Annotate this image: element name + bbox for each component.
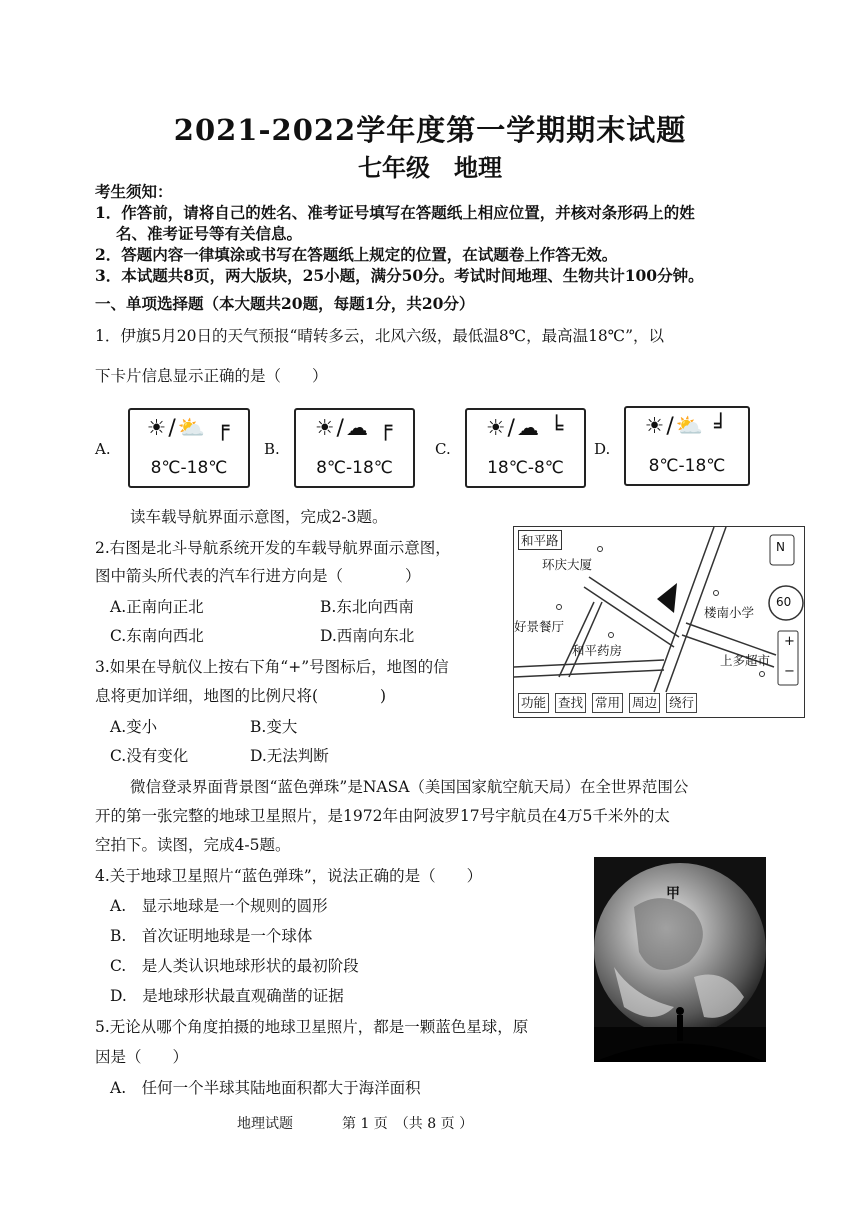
zoom-out-button[interactable]: − — [784, 664, 795, 679]
q3-option-c[interactable]: C.没有变化 — [110, 747, 189, 765]
q2-option-d[interactable]: D.西南向东北 — [320, 627, 415, 645]
q1-option-a-label: A. — [95, 440, 111, 458]
place-label: 和平药房 — [572, 643, 623, 658]
q4-option-a[interactable]: A. 显示地球是一个规则的圆形 — [110, 897, 328, 915]
q4-option-b[interactable]: B. 首次证明地球是一个球体 — [110, 927, 313, 945]
north-icon: N — [776, 540, 785, 554]
nav-button-search[interactable]: 查找 — [555, 693, 586, 713]
q2-stem-line2: 图中箭头所代表的汽车行进方向是（ ） — [95, 567, 421, 585]
footer-page-number: 第 1 页 （共 8 页 ） — [342, 1116, 474, 1132]
q1-card-c[interactable] — [465, 408, 586, 488]
temperature-range: 8℃-18℃ — [316, 458, 393, 478]
nav-button-common[interactable]: 常用 — [592, 693, 623, 713]
speed-limit-icon: 60 — [776, 595, 792, 609]
q1-option-b-label: B. — [264, 440, 280, 458]
q1-option-d-label: D. — [594, 440, 611, 458]
zoom-in-button[interactable]: + — [784, 634, 795, 649]
q4-option-c[interactable]: C. 是人类认识地球形状的最初阶段 — [110, 957, 359, 975]
earth-globe-icon — [594, 857, 766, 1062]
earth-photo — [594, 857, 766, 1062]
place-label: 好景餐厅 — [514, 619, 565, 634]
nav-button-function[interactable]: 功能 — [518, 693, 549, 713]
weather-icons: ☀/☁ ╘ — [485, 416, 566, 441]
weather-icons: ☀/⛅ ╒ — [146, 416, 232, 441]
navigation-map-figure — [513, 526, 805, 718]
weather-icons: ☀/⛅ ╛ — [644, 414, 730, 439]
q4-stem: 4.关于地球卫星照片“蓝色弹珠”，说法正确的是（ ） — [95, 867, 483, 885]
q5-stem-line1: 5.无论从哪个角度拍摄的地球卫星照片，都是一颗蓝色星球，原 — [95, 1018, 529, 1036]
notice-item-3: 3．本试题共8页，两大版块，25小题，满分50分。考试时间地理、生物共计100分钟。 — [95, 266, 704, 285]
q1-card-d[interactable] — [624, 406, 750, 486]
q3-stem-line1: 3.如果在导航仪上按右下角“+”号图标后，地图的信 — [95, 658, 449, 676]
q5-stem-line2: 因是（ ） — [95, 1048, 189, 1066]
nav-button-detour[interactable]: 绕行 — [666, 693, 697, 713]
q1-card-a[interactable] — [128, 408, 250, 488]
q2-option-a[interactable]: A.正南向正北 — [110, 598, 204, 616]
temperature-range: 8℃-18℃ — [648, 456, 726, 476]
q1-stem-line2: 下卡片信息显示正确的是（ ） — [95, 367, 328, 385]
q2-option-c[interactable]: C.东南向西北 — [110, 627, 204, 645]
q1-card-b[interactable] — [294, 408, 415, 488]
q5-option-a[interactable]: A. 任何一个半球其陆地面积都大于海洋面积 — [110, 1079, 421, 1097]
weather-icons: ☀/☁ ╒ — [314, 416, 395, 441]
q3-stem-line2: 息将更加详细，地图的比例尺将( ) — [95, 687, 387, 705]
intro-q2-3: 读车载导航界面示意图，完成2-3题。 — [130, 508, 388, 526]
q4-option-d[interactable]: D. 是地球形状最直观确凿的证据 — [110, 987, 344, 1005]
q2-stem-line1: 2.右图是北斗导航系统开发的车载导航界面示意图， — [95, 539, 451, 557]
q3-option-a[interactable]: A.变小 — [110, 718, 158, 736]
q2-option-b[interactable]: B.东北向西南 — [320, 598, 414, 616]
q3-option-d[interactable]: D.无法判断 — [250, 747, 329, 765]
page-title: 2021-2022学年度第一学期期末试题 — [173, 113, 687, 147]
intro-q4-5-line2: 开的第一张完整的地球卫星照片，是1972年由阿波罗17号宇航员在4万5千米外的太 — [95, 807, 670, 825]
notice-item-1: 1．作答前，请将自己的姓名、准考证号填写在答题纸上相应位置，并核对条形码上的姓 — [95, 203, 695, 222]
footer-subject: 地理试题 — [237, 1116, 293, 1132]
place-label: 楼南小学 — [704, 605, 755, 620]
earth-label-jia: 甲 — [666, 886, 680, 902]
q3-option-b[interactable]: B.变大 — [250, 718, 298, 736]
place-label: 环庆大厦 — [542, 557, 593, 572]
nav-button-nearby[interactable]: 周边 — [629, 693, 660, 713]
notice-item-1-cont: 名、准考证号等有关信息。 — [116, 224, 303, 243]
q1-stem-line1: 1．伊旗5月20日的天气预报“晴转多云，北风六级，最低温8℃，最高温18℃”，以 — [95, 327, 665, 345]
page-subtitle: 七年级 地理 — [358, 153, 502, 182]
temperature-range: 8℃-18℃ — [150, 458, 228, 478]
place-label: 上多超市 — [720, 653, 771, 668]
notice-heading: 考生须知： — [95, 182, 173, 201]
q1-option-c-label: C. — [435, 440, 451, 458]
notice-item-2: 2．答题内容一律填涂或书写在答题纸上规定的位置，在试题卷上作答无效。 — [95, 245, 618, 264]
intro-q4-5-line1: 微信登录界面背景图“蓝色弹珠”是NASA（美国国家航空航天局）在全世界范围公 — [130, 778, 689, 796]
road-label: 和平路 — [518, 530, 562, 550]
intro-q4-5-line3: 空拍下。读图，完成4-5题。 — [95, 836, 291, 854]
section-heading: 一、单项选择题（本大题共20题，每题1分，共20分） — [95, 294, 475, 313]
temperature-range: 18℃-8℃ — [487, 458, 564, 478]
